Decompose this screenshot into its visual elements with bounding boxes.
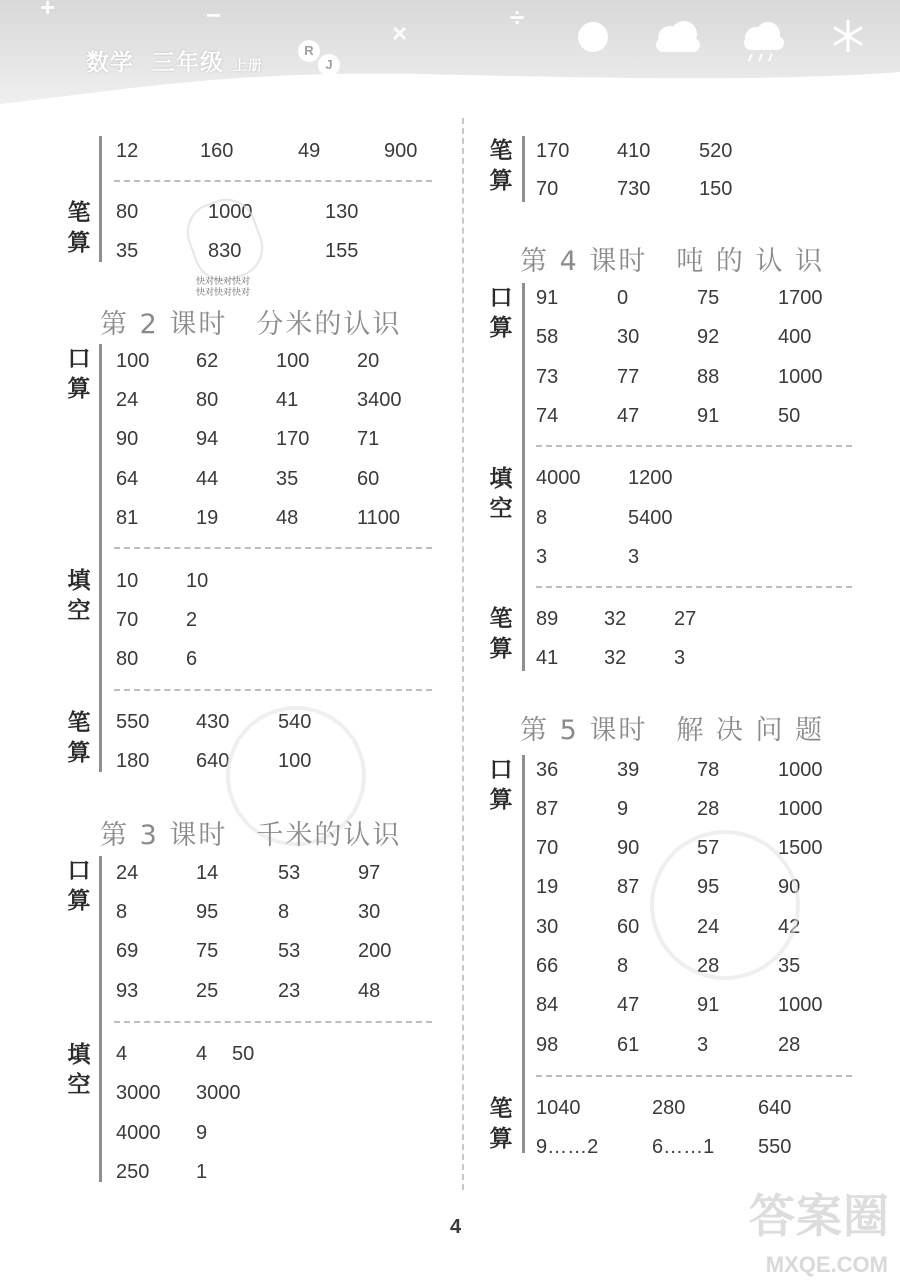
answer-value: 39 [617,759,640,781]
answer-value: 12 [116,140,139,162]
divider [114,180,432,182]
answer-value: 4000 [536,467,581,489]
lesson-title: 第 3 课时 千米的认识 [100,820,402,851]
divider [114,547,432,549]
tiankong-label: 填空 [67,1042,91,1098]
answer-value: 1000 [778,798,823,820]
answer-value: 35 [116,240,139,262]
answer-value: 75 [697,287,720,309]
answer-value: 58 [536,326,559,348]
answer-value: 6……1 [652,1136,715,1158]
answer-value: 44 [196,468,219,490]
answer-value: 49 [298,140,321,162]
watermark-stamp [650,830,800,980]
grade-text: 三年级 [152,50,225,76]
answer-value: 200 [358,940,392,962]
answer-value: 10 [186,570,209,592]
answer-value: 1700 [778,287,823,309]
answer-value: 36 [536,759,559,781]
answer-value: 2 [186,609,198,631]
answer-value: 32 [604,608,627,630]
column-separator [462,118,464,1190]
answer-value: 32 [604,647,627,669]
answer-value: 90 [617,837,640,859]
answer-value: 130 [325,201,359,223]
answer-value: 60 [357,468,380,490]
answer-value: 48 [358,980,381,1002]
minus-icon: − [206,0,222,30]
page-header [0,0,900,104]
answer-value: 24 [116,862,139,884]
answer-value: 100 [116,350,150,372]
answer-value: 550 [116,711,150,733]
answer-value: 1200 [628,467,673,489]
answer-value: 95 [697,876,720,898]
answer-value: 70 [536,178,559,200]
lesson-title: 第 4 课时 吨 的 认 识 [520,246,825,277]
section-bar [99,344,102,772]
answer-value: 94 [196,428,219,450]
answer-value: 93 [116,980,139,1002]
answer-value: 25 [196,980,219,1002]
answer-value: 28 [778,1034,801,1056]
answer-value: 66 [536,955,559,977]
answer-value: 91 [697,994,720,1016]
snowflake-icon [830,18,866,54]
answer-value: 9 [617,798,629,820]
divide-icon: ÷ [510,2,525,32]
answer-value: 80 [196,389,219,411]
answer-value: 640 [196,750,230,772]
answer-value: 400 [778,326,812,348]
answer-value: 280 [652,1097,686,1119]
answer-value: 57 [697,837,720,859]
answer-value: 540 [278,711,312,733]
answer-value: 1100 [357,507,401,529]
answer-value: 87 [536,798,559,820]
answer-value: 64 [116,468,139,490]
answer-value: 50 [232,1043,255,1065]
answer-value: 8 [617,955,629,977]
answer-value: 50 [778,405,801,427]
answer-value: 730 [617,178,651,200]
tiankong-label: 填空 [67,568,91,624]
kousuan-label: 口算 [489,757,513,813]
answer-value: 9……2 [536,1136,599,1158]
stamp-text: 快对快对快对快对快对快对 [196,276,251,297]
answer-value: 27 [674,608,697,630]
answer-value: 180 [116,750,150,772]
answer-value: 410 [617,140,651,162]
answer-value: 87 [617,876,640,898]
answer-value: 47 [617,405,640,427]
answer-value: 92 [697,326,720,348]
answer-value: 81 [116,507,139,529]
divider [536,1075,852,1077]
answer-value: 89 [536,608,559,630]
divider [536,445,852,447]
edition-badge-j: J [318,54,340,76]
answer-value: 150 [699,178,733,200]
answer-value: 100 [278,750,312,772]
edition-badge-r: R [298,40,320,62]
answer-value: 91 [697,405,720,427]
answer-value: 830 [208,240,242,262]
answer-value: 61 [617,1034,640,1056]
kousuan-label: 口算 [67,346,91,402]
answer-value: 19 [196,507,219,529]
answer-value: 100 [276,350,310,372]
kousuan-label: 口算 [67,858,91,914]
answer-value: 80 [116,201,139,223]
answer-value: 84 [536,994,559,1016]
answer-value: 28 [697,798,720,820]
lesson-title: 第 2 课时 分米的认识 [100,309,402,340]
answer-value: 98 [536,1034,559,1056]
answer-value: 91 [536,287,559,309]
section-bar [522,136,525,202]
answer-value: 640 [758,1097,792,1119]
sun-icon [576,20,610,54]
answer-value: 23 [278,980,301,1002]
answer-value: 97 [358,862,381,884]
answer-value: 30 [358,901,381,923]
bisuan-label: 笔算 [489,1096,513,1152]
answer-value: 90 [116,428,139,450]
answer-value: 5400 [628,507,673,529]
plus-icon: + [40,0,56,22]
cloudy-icon [648,18,706,58]
answer-value: 88 [697,366,720,388]
answer-value: 70 [116,609,139,631]
lesson-title: 第 5 课时 解 决 问 题 [520,715,825,746]
watermark-url: MXQE.COM [765,1252,888,1277]
answer-value: 53 [278,862,301,884]
divider [114,1021,432,1023]
answer-value: 1040 [536,1097,581,1119]
section-bar [99,136,102,262]
answer-value: 28 [697,955,720,977]
answer-value: 430 [196,711,230,733]
answer-value: 75 [196,940,219,962]
answer-value: 8 [116,901,128,923]
section-bar [522,755,525,1153]
answer-value: 30 [617,326,640,348]
answer-value: 1000 [778,366,823,388]
answer-value: 170 [536,140,570,162]
answer-value: 3000 [116,1082,161,1104]
volume-text: 上册 [233,58,264,74]
answer-value: 41 [276,389,299,411]
answer-value: 4 [116,1043,128,1065]
answer-value: 3 [697,1034,709,1056]
answer-value: 24 [116,389,139,411]
answer-value: 155 [325,240,359,262]
answer-value: 550 [758,1136,792,1158]
bisuan-label: 笔算 [489,606,513,662]
answer-value: 900 [384,140,418,162]
answer-value: 74 [536,405,559,427]
answer-value: 8 [278,901,290,923]
rain-cloud-icon [734,20,790,64]
answer-value: 48 [276,507,299,529]
answer-value: 1000 [208,201,253,223]
answer-value: 19 [536,876,559,898]
tiankong-label: 填空 [489,466,513,522]
answer-value: 170 [276,428,310,450]
answer-value: 78 [697,759,720,781]
subject-text: 数学 [86,50,134,76]
section-bar [522,283,525,671]
answer-value: 1000 [778,994,823,1016]
answer-value: 8 [536,507,548,529]
answer-value: 35 [276,468,299,490]
answer-value: 90 [778,876,801,898]
stamp-mascot [178,190,271,289]
page-number: 4 [450,1216,462,1238]
times-icon: × [392,18,408,48]
answer-value: 73 [536,366,559,388]
answer-value: 95 [196,901,219,923]
answer-value: 6 [186,648,198,670]
kousuan-label: 口算 [489,285,513,341]
answer-value: 9 [196,1122,208,1144]
divider [114,689,432,691]
answer-value: 80 [116,648,139,670]
answer-value: 69 [116,940,139,962]
header-title [86,44,263,77]
answer-value: 77 [617,366,640,388]
answer-value: 62 [196,350,219,372]
answer-value: 41 [536,647,559,669]
answer-value: 520 [699,140,733,162]
answer-value: 14 [196,862,219,884]
answer-value: 71 [357,428,380,450]
answer-value: 4 [196,1043,208,1065]
answer-value: 4000 [116,1122,161,1144]
answer-value: 24 [697,916,720,938]
answer-value: 250 [116,1161,150,1183]
answer-value: 1 [196,1161,208,1183]
answer-value: 3 [628,546,640,568]
section-bar [99,856,102,1182]
answer-value: 1000 [778,759,823,781]
answer-value: 53 [278,940,301,962]
answer-value: 160 [200,140,234,162]
answer-value: 42 [778,916,801,938]
answer-value: 3000 [196,1082,241,1104]
answer-value: 20 [357,350,380,372]
divider [536,586,852,588]
answer-value: 1500 [778,837,823,859]
bisuan-label: 笔算 [489,138,513,194]
bisuan-label: 笔算 [67,200,91,256]
answer-value: 60 [617,916,640,938]
answer-value: 10 [116,570,139,592]
answer-value: 3 [674,647,686,669]
answer-value: 3 [536,546,548,568]
answer-value: 3400 [357,389,402,411]
answer-value: 70 [536,837,559,859]
answer-value: 35 [778,955,801,977]
bisuan-label: 笔算 [67,710,91,766]
watermark-logo: 答案圈 [749,1189,890,1243]
answer-value: 0 [617,287,629,309]
answer-value: 47 [617,994,640,1016]
answer-value: 30 [536,916,559,938]
